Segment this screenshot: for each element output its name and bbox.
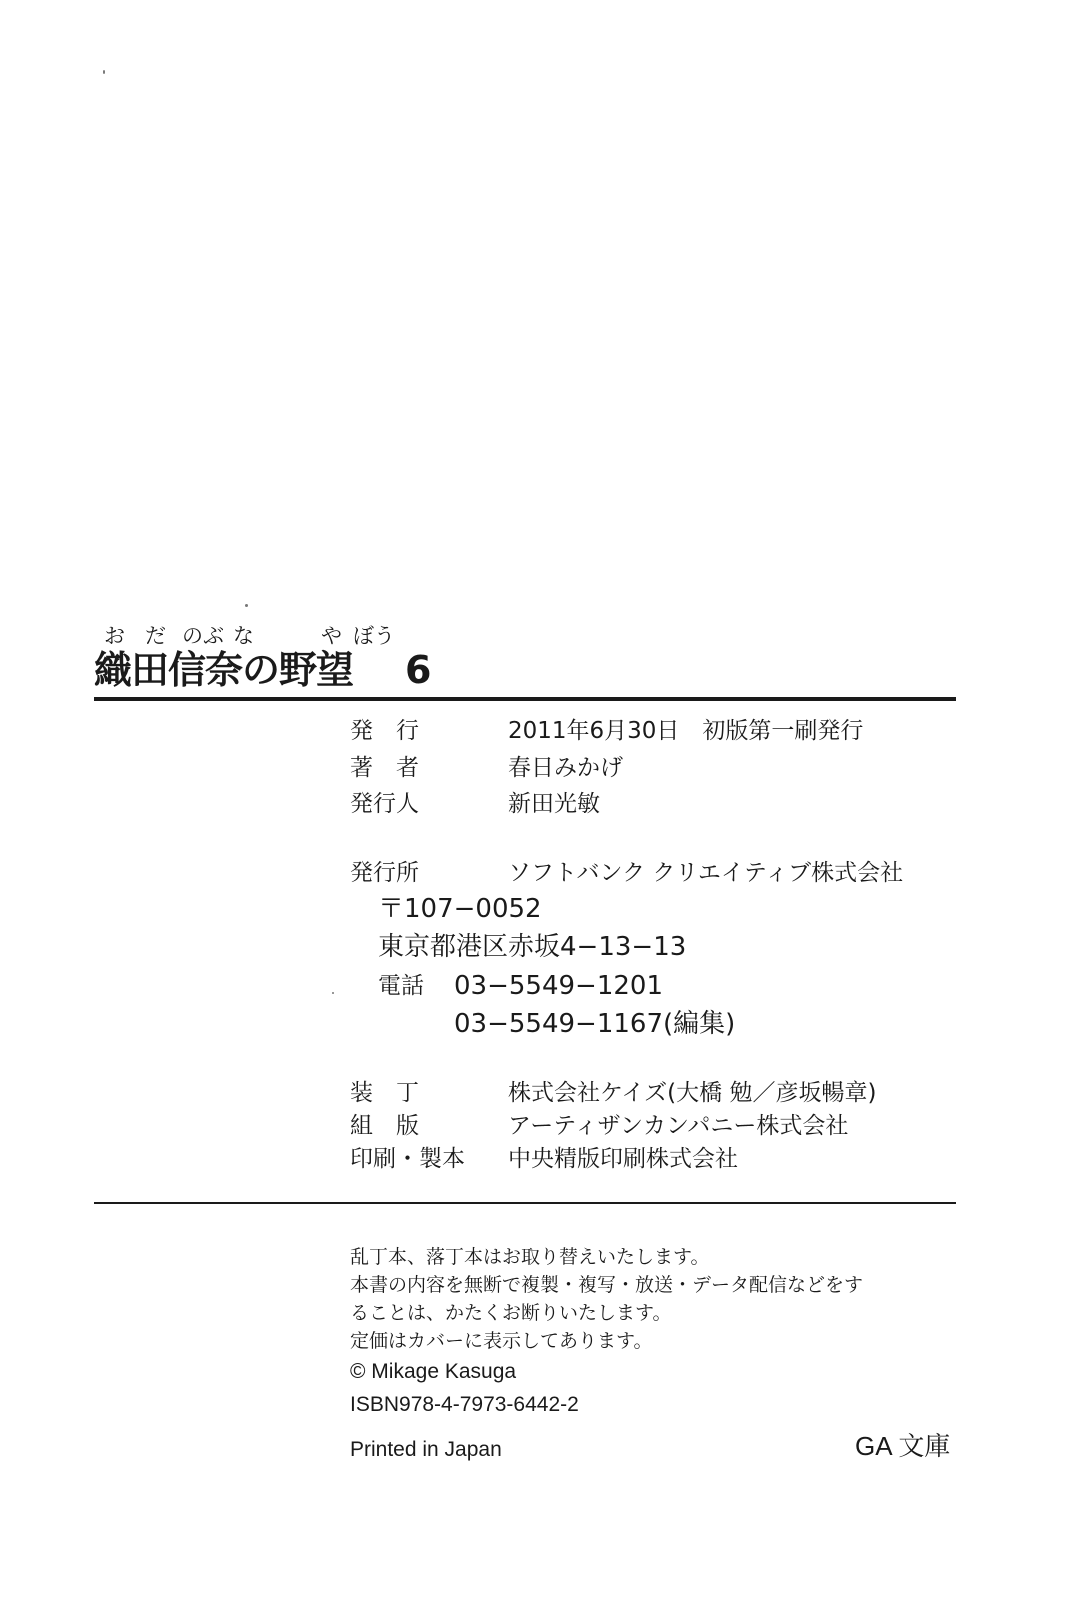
typesetting-value: アーティザンカンパニー株式会社	[508, 1113, 849, 1139]
published-value: 2011年6月30日 初版第一刷発行	[508, 718, 864, 744]
paper-speck	[103, 70, 105, 74]
paper-speck	[332, 992, 334, 994]
typesetting-label: 組 版	[350, 1113, 419, 1139]
phone-label: 電話	[378, 973, 424, 999]
design-label: 装 丁	[350, 1080, 419, 1106]
ruby-nobu: のぶ	[182, 624, 224, 648]
phone-number-main: 03−5549−1201	[454, 971, 663, 1001]
isbn: ISBN978-4-7973-6442-2	[350, 1393, 579, 1416]
published-label: 発 行	[350, 718, 419, 744]
note-copying: 本書の内容を無断で複製・複写・放送・データ配信などをす	[350, 1274, 864, 1296]
printing-value: 中央精版印刷株式会社	[508, 1146, 738, 1172]
bottom-divider	[94, 1202, 956, 1204]
author-label: 著 者	[350, 755, 419, 781]
author-value: 春日みかげ	[508, 755, 623, 781]
note-copying-cont: ることは、かたくお断りいたします。	[350, 1302, 672, 1324]
address: 東京都港区赤坂4−13−13	[378, 932, 687, 962]
top-divider	[94, 697, 956, 701]
design-value: 株式会社ケイズ(大橋 勉／彦坂暢章)	[508, 1080, 877, 1106]
title-text: 織田信奈の野望	[94, 648, 354, 692]
publisher-label: 発行所	[350, 860, 419, 886]
ruby-ya: や	[321, 624, 342, 648]
note-price: 定価はカバーに表示してあります。	[350, 1330, 653, 1352]
publisher-value: ソフトバンク クリエイティブ株式会社	[508, 860, 904, 886]
ruby-da: だ	[145, 624, 166, 648]
volume-number: 6	[405, 648, 432, 692]
imprint-logo: GA 文庫	[855, 1431, 951, 1461]
copyright: © Mikage Kasuga	[350, 1360, 517, 1383]
paper-speck	[245, 604, 248, 607]
phone-number-editorial: 03−5549−1167(編集)	[454, 1009, 736, 1039]
ruby-bou: ぼう	[353, 624, 395, 648]
ruby-o: お	[104, 624, 125, 648]
note-replacement: 乱丁本、落丁本はお取り替えいたします。	[350, 1246, 710, 1268]
publisher-person-value: 新田光敏	[508, 791, 600, 817]
publisher-person-label: 発行人	[350, 791, 419, 817]
printed-in: Printed in Japan	[350, 1438, 502, 1461]
postal-code: 〒107−0052	[378, 894, 542, 924]
printing-label: 印刷・製本	[350, 1146, 465, 1172]
ruby-na: な	[233, 624, 254, 648]
